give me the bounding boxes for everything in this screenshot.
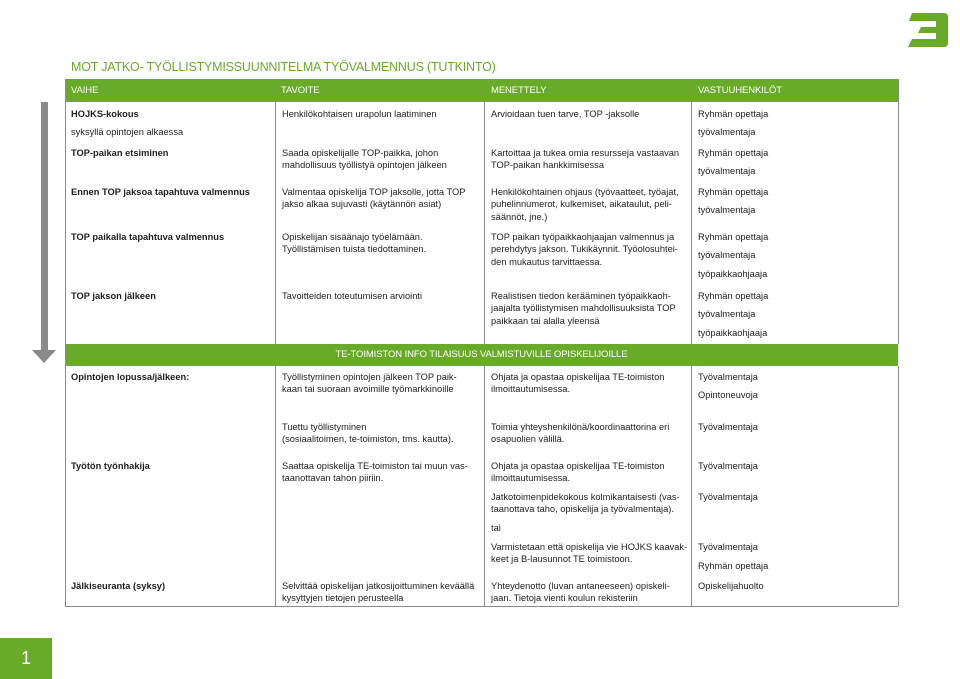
row-goal: Henkilökohtaisen urapolun laatiminen: [282, 109, 437, 119]
row-procedure-item: tai: [491, 523, 501, 533]
responsible-person: työpaikkaohjaaja: [698, 268, 768, 279]
row-procedure: Kartoittaa ja tukea omia resursseja vastaavan TOP-paikan hankkimisessa: [491, 148, 680, 171]
row-phase: Työtön työnhakija: [71, 461, 150, 471]
responsible-person: Ryhmän opettaja: [698, 291, 769, 301]
row-goal: Opiskelijan sisäänajo työelämään. Työllistämisen tuista tiedottaminen.: [282, 232, 427, 255]
row-procedure: Toimia yhteyshenkilönä/koordinaattorina eri osapuolien välillä.: [491, 422, 670, 445]
responsible-person: Ryhmän opettaja: [698, 561, 769, 571]
timeline-arrow-shaft: [41, 102, 48, 352]
grid-line: [484, 101, 485, 344]
row-procedure: Yhteydenotto (luvan antaneeseen) opiskeli- jaan. Tietoja vienti koulun rekisteriin: [491, 581, 670, 604]
row-phase: TOP paikalla tapahtuva valmennus: [71, 232, 225, 242]
row-goal: Selvittää opiskelijan jatkosijoittuminen keväällä kysyttyjen tietojen perusteella: [282, 581, 475, 604]
row-procedure: Arvioidaan tuen tarve, TOP -jaksolle: [491, 109, 640, 119]
grid-line: [65, 606, 898, 607]
row-responsible: [698, 290, 768, 339]
grid-line: [898, 79, 899, 344]
responsible-person: Opiskelijahuolto: [698, 581, 764, 591]
row-procedure-item: Jatkotoimenpidekokous kolmikantaisesti (vas- taanottava taho, opiskelija ja työvalmentaja).: [491, 492, 680, 515]
grid-line: [65, 79, 66, 344]
row-goal: Saattaa opiskelija TE-toimiston tai muun vas- taanottavan tahon piiriin.: [282, 461, 468, 484]
grid-line: [275, 366, 276, 606]
responsible-person: Työvalmentaja: [698, 542, 758, 552]
timeline-arrow-head-icon: [32, 350, 56, 363]
grid-line: [65, 366, 66, 606]
row-responsible: [698, 371, 758, 402]
grid-line: [484, 366, 485, 606]
row-goal: Saada opiskelijalle TOP-paikka, johon mahdollisuus työllistyä opintojen jälkeen: [282, 148, 447, 171]
row-responsible: [698, 231, 768, 280]
row-responsible: [698, 186, 768, 217]
responsible-person: Ryhmän opettaja: [698, 148, 769, 158]
row-phase-detail: syksyllä opintojen alkaessa: [71, 127, 184, 137]
responsible-person: Työvalmentaja: [698, 422, 758, 432]
organization-logo: [904, 12, 948, 48]
row-procedure: Ohjata ja opastaa opiskelijaa TE-toimiston ilmoittautumisessa.: [491, 372, 665, 395]
responsible-person: työvalmentaja: [698, 309, 756, 320]
row-responsible: [698, 108, 768, 139]
responsible-person: työvalmentaja: [698, 250, 756, 261]
row-procedure: Realistisen tiedon kerääminen työpaikkaoh- jaajalta työllistymisen mahdollisuuksista TOP paikkaan tai alalla yleensä: [491, 291, 676, 326]
te-office-banner: TE-TOIMISTON INFO TILAISUUS VALMISTUVILLE OPISKELIJOILLE: [65, 344, 898, 366]
row-phase: TOP jakson jälkeen: [71, 291, 156, 301]
grid-line: [898, 366, 899, 606]
responsible-person: Ryhmän opettaja: [698, 232, 769, 242]
row-phase: Jälkiseuranta (syksy): [71, 581, 166, 591]
responsible-person: työvalmentaja: [698, 205, 756, 216]
responsible-person: Työvalmentaja: [698, 372, 758, 382]
responsible-person: Ryhmän opettaja: [698, 187, 769, 197]
header-vastuuhenkilot: VASTUUHENKILÖT: [698, 85, 782, 96]
page-number: 1: [0, 638, 52, 679]
grid-line: [275, 101, 276, 344]
responsible-person: Opintoneuvoja: [698, 390, 758, 401]
row-goal: Tuettu työllistyminen (sosiaalitoimen, te-toimiston, tms. kautta).: [282, 422, 454, 445]
responsible-person: työpaikkaohjaaja: [698, 327, 768, 338]
table-header: [65, 79, 898, 101]
row-procedure-item: Varmistetaan että opiskelija vie HOJKS kaavak- keet ja B-lausunnot TE toimistoon.: [491, 542, 688, 565]
responsible-person: työvalmentaja: [698, 166, 756, 177]
row-procedure: Henkilökohtainen ohjaus (työvaatteet, työajat, puhelinnumerot, kulkemiset, aikataulut, peli- säännöt, jne.): [491, 187, 679, 222]
document-title: MOT JATKO- TYÖLLISTYMISSUUNNITELMA TYÖVALMENNUS (TUTKINTO): [71, 60, 496, 74]
row-goal: Työllistyminen opintojen jälkeen TOP paik- kaan tai suoraan avoimille työmarkkinoille: [282, 372, 457, 395]
responsible-person: Työvalmentaja: [698, 461, 758, 471]
row-phase: HOJKS-kokous: [71, 109, 139, 119]
grid-line: [691, 366, 692, 606]
row-procedure: TOP paikan työpaikkaohjaajan valmennus ja perehdytys jakson. Tukikäynnit. Työolosuhtei- den mukautus tarvittaessa.: [491, 232, 678, 267]
header-menettely: MENETTELY: [491, 85, 547, 96]
row-phase: Ennen TOP jaksoa tapahtuva valmennus: [71, 187, 250, 197]
grid-line: [691, 101, 692, 344]
responsible-person: Työvalmentaja: [698, 492, 758, 502]
row-phase: Opintojen lopussa/jälkeen:: [71, 372, 190, 382]
row-procedure-item: Ohjata ja opastaa opiskelijaa TE-toimiston ilmoittautumisessa.: [491, 461, 665, 484]
responsible-person: Ryhmän opettaja: [698, 109, 769, 119]
header-vaihe: VAIHE: [71, 85, 99, 96]
responsible-person: työvalmentaja: [698, 127, 756, 138]
row-phase: TOP-paikan etsiminen: [71, 148, 169, 158]
row-responsible: [698, 147, 768, 178]
row-goal: Tavoitteiden toteutumisen arviointi: [282, 291, 423, 301]
grid-line: [65, 101, 898, 102]
row-goal: Valmentaa opiskelija TOP jaksolle, jotta TOP jakso alkaa sujuvasti (käytännön asiat): [282, 187, 466, 210]
header-tavoite: TAVOITE: [281, 85, 320, 96]
